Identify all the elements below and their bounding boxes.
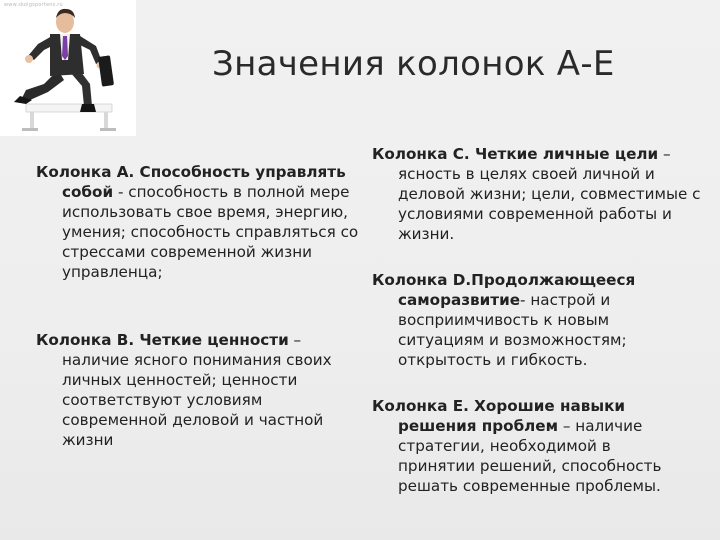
column-b-heading: Колонка В. Четкие ценности: [36, 331, 289, 349]
column-a-heading: Колонка А. Способность управлять собой: [36, 163, 346, 201]
column-e-separator: –: [558, 417, 576, 435]
slide-title: Значения колонок А-Е: [212, 44, 615, 84]
column-d-description: [372, 270, 698, 370]
column-a-description: [36, 162, 384, 282]
column-b-description: [36, 330, 352, 450]
column-e-description: [372, 396, 688, 496]
column-c-description: [372, 144, 714, 244]
column-d-text: настрой и восприимчивость к новым ситуациям и возможностям; открытость и гибкость.: [398, 291, 627, 369]
column-c-text: ясность в целях своей личной и деловой жизни; цели, совместимые с условиями современной работы и жизни.: [398, 165, 701, 243]
businessman-hurdle-photo: [0, 0, 136, 136]
column-b-text: наличие ясного понимания своих личных ценностей; ценности соответствуют условиям современной деловой и частной жизни: [62, 351, 332, 449]
column-d-lead: Колонка: [372, 271, 453, 289]
column-e-text: наличие стратегии, необходимой в принятии решений, способность решать современные проблемы.: [398, 417, 662, 495]
photo-credit: www.skolgsportens.ru: [4, 2, 63, 8]
column-d-separator: -: [520, 291, 531, 309]
column-d-heading: D.Продолжающееся саморазвитие: [398, 271, 636, 309]
column-e-heading: Колонка Е. Хорошие навыки решения проблем: [372, 397, 626, 435]
column-c-heading: Колонка С. Четкие личные цели: [372, 145, 659, 163]
column-a-separator: -: [113, 183, 129, 201]
column-a-text: способность в полной мере использовать свое время, энергию, умения; способность справляться со стрессами современной жизни управленца;: [62, 183, 359, 281]
hurdle-jumper-illustration: [0, 0, 136, 136]
column-c-separator: –: [658, 145, 671, 163]
column-b-separator: –: [288, 331, 302, 349]
